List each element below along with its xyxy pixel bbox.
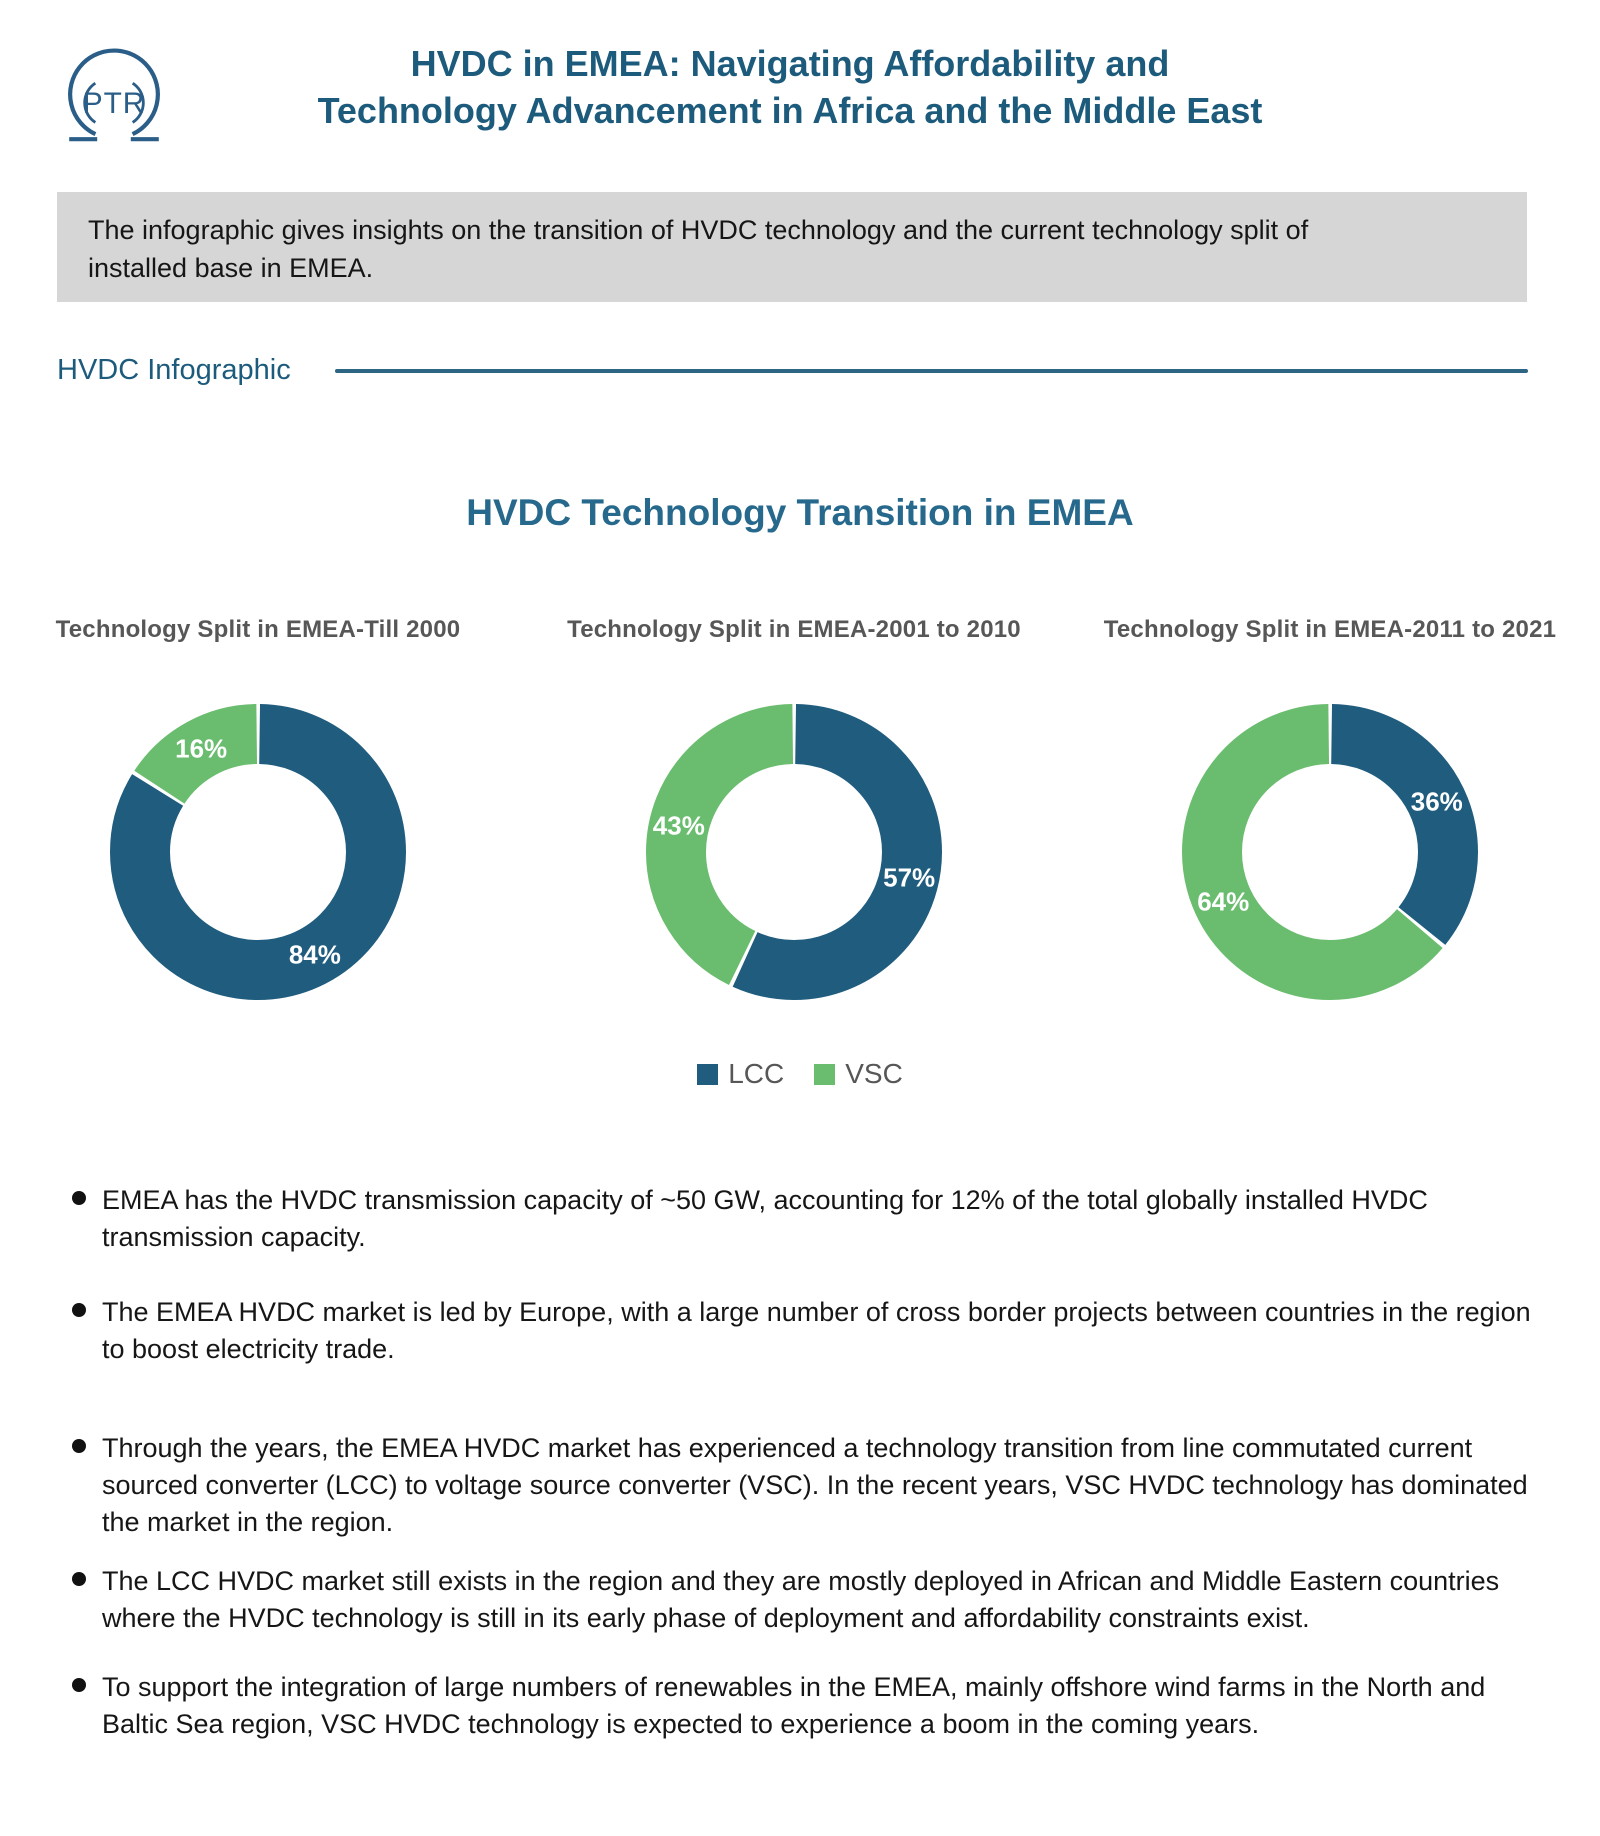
bullet-capacity bbox=[72, 1182, 1540, 1256]
donut-chart-svg bbox=[1180, 702, 1480, 1002]
bullet-dot bbox=[72, 1572, 86, 1586]
donut-value-label-vsc: 64% bbox=[1197, 886, 1250, 917]
section-heading-row bbox=[57, 354, 1528, 387]
donut-chart-2001-2010 bbox=[644, 702, 944, 1002]
legend-label-lcc: LCC bbox=[728, 1058, 785, 1089]
donut-chart-svg bbox=[108, 702, 408, 1002]
section-heading-label: HVDC Infographic bbox=[57, 354, 291, 386]
section-heading-rule bbox=[335, 369, 1528, 373]
chart-title-2001-2010: Technology Split in EMEA-2001 to 2010 bbox=[567, 616, 1021, 643]
bullet-dot bbox=[72, 1439, 86, 1453]
chart-col-2001-2010 bbox=[564, 616, 1024, 1002]
bullet-text: The LCC HVDC market still exists in the region and they are mostly deployed in African and Middle Eastern countries where the HVDC technology is still in its early phase of deployment and affordability constraints exist. bbox=[102, 1566, 1500, 1633]
donut-value-label-lcc: 36% bbox=[1410, 786, 1463, 817]
bullet-dot bbox=[72, 1678, 86, 1692]
infographic-title: HVDC Technology Transition in EMEA bbox=[466, 492, 1134, 533]
bullet-dot bbox=[72, 1191, 86, 1205]
intro-banner-text: The infographic gives insights on the transition of HVDC technology and the current technology split of installed base in EMEA. bbox=[88, 215, 1309, 283]
chart-legend bbox=[0, 1058, 1600, 1090]
bullet-technology-transition bbox=[72, 1430, 1540, 1541]
logo-text: PTR bbox=[82, 87, 146, 121]
chart-col-2011-2021 bbox=[1100, 616, 1560, 1002]
chart-col-till-2000 bbox=[28, 616, 488, 1002]
donut-value-label-lcc: 84% bbox=[288, 939, 341, 970]
page-title bbox=[240, 40, 1340, 134]
page-header bbox=[0, 0, 1600, 134]
bullet-lcc-market bbox=[72, 1563, 1540, 1637]
bullet-text: Through the years, the EMEA HVDC market has experienced a technology transition from line commutated current sourced converter (LCC) to voltage source converter (VSC). In the recent years, VSC HVDC technology has dominated the market in the region. bbox=[102, 1433, 1528, 1537]
donut-chart-till-2000 bbox=[108, 702, 408, 1002]
bullet-text: To support the integration of large numbers of renewables in the EMEA, mainly offshore wind farms in the North and Baltic Sea region, VSC HVDC technology is expected to experience a boom in the coming years. bbox=[102, 1672, 1486, 1739]
charts-row bbox=[0, 616, 1600, 1002]
legend-item-vsc bbox=[814, 1058, 903, 1090]
insight-bullets bbox=[72, 1182, 1540, 1743]
bullet-dot bbox=[72, 1303, 86, 1317]
page-title-line-2: Technology Advancement in Africa and the Middle East bbox=[317, 90, 1263, 131]
page-title-line-1: HVDC in EMEA: Navigating Affordability and bbox=[410, 43, 1170, 84]
donut-value-label-vsc: 16% bbox=[175, 733, 228, 764]
donut-value-label-lcc: 57% bbox=[883, 862, 936, 893]
bullet-text: The EMEA HVDC market is led by Europe, with a large number of cross border projects between countries in the region to boost electricity trade. bbox=[102, 1297, 1531, 1364]
legend-swatch-lcc bbox=[697, 1064, 718, 1085]
legend-swatch-vsc bbox=[814, 1064, 835, 1085]
intro-banner bbox=[57, 192, 1527, 302]
bullet-vsc-boom bbox=[72, 1669, 1540, 1743]
ptr-logo bbox=[58, 38, 170, 162]
bullet-text: EMEA has the HVDC transmission capacity of ~50 GW, accounting for 12% of the total globally installed HVDC transmission capacity. bbox=[102, 1185, 1428, 1252]
chart-title-till-2000: Technology Split in EMEA-Till 2000 bbox=[55, 616, 461, 643]
legend-label-vsc: VSC bbox=[845, 1058, 903, 1089]
chart-title-2011-2021: Technology Split in EMEA-2011 to 2021 bbox=[1103, 616, 1557, 643]
donut-value-label-vsc: 43% bbox=[652, 810, 705, 841]
legend-item-lcc bbox=[697, 1058, 784, 1090]
bullet-europe-led bbox=[72, 1294, 1540, 1368]
donut-chart-svg bbox=[644, 702, 944, 1002]
donut-chart-2011-2021 bbox=[1180, 702, 1480, 1002]
